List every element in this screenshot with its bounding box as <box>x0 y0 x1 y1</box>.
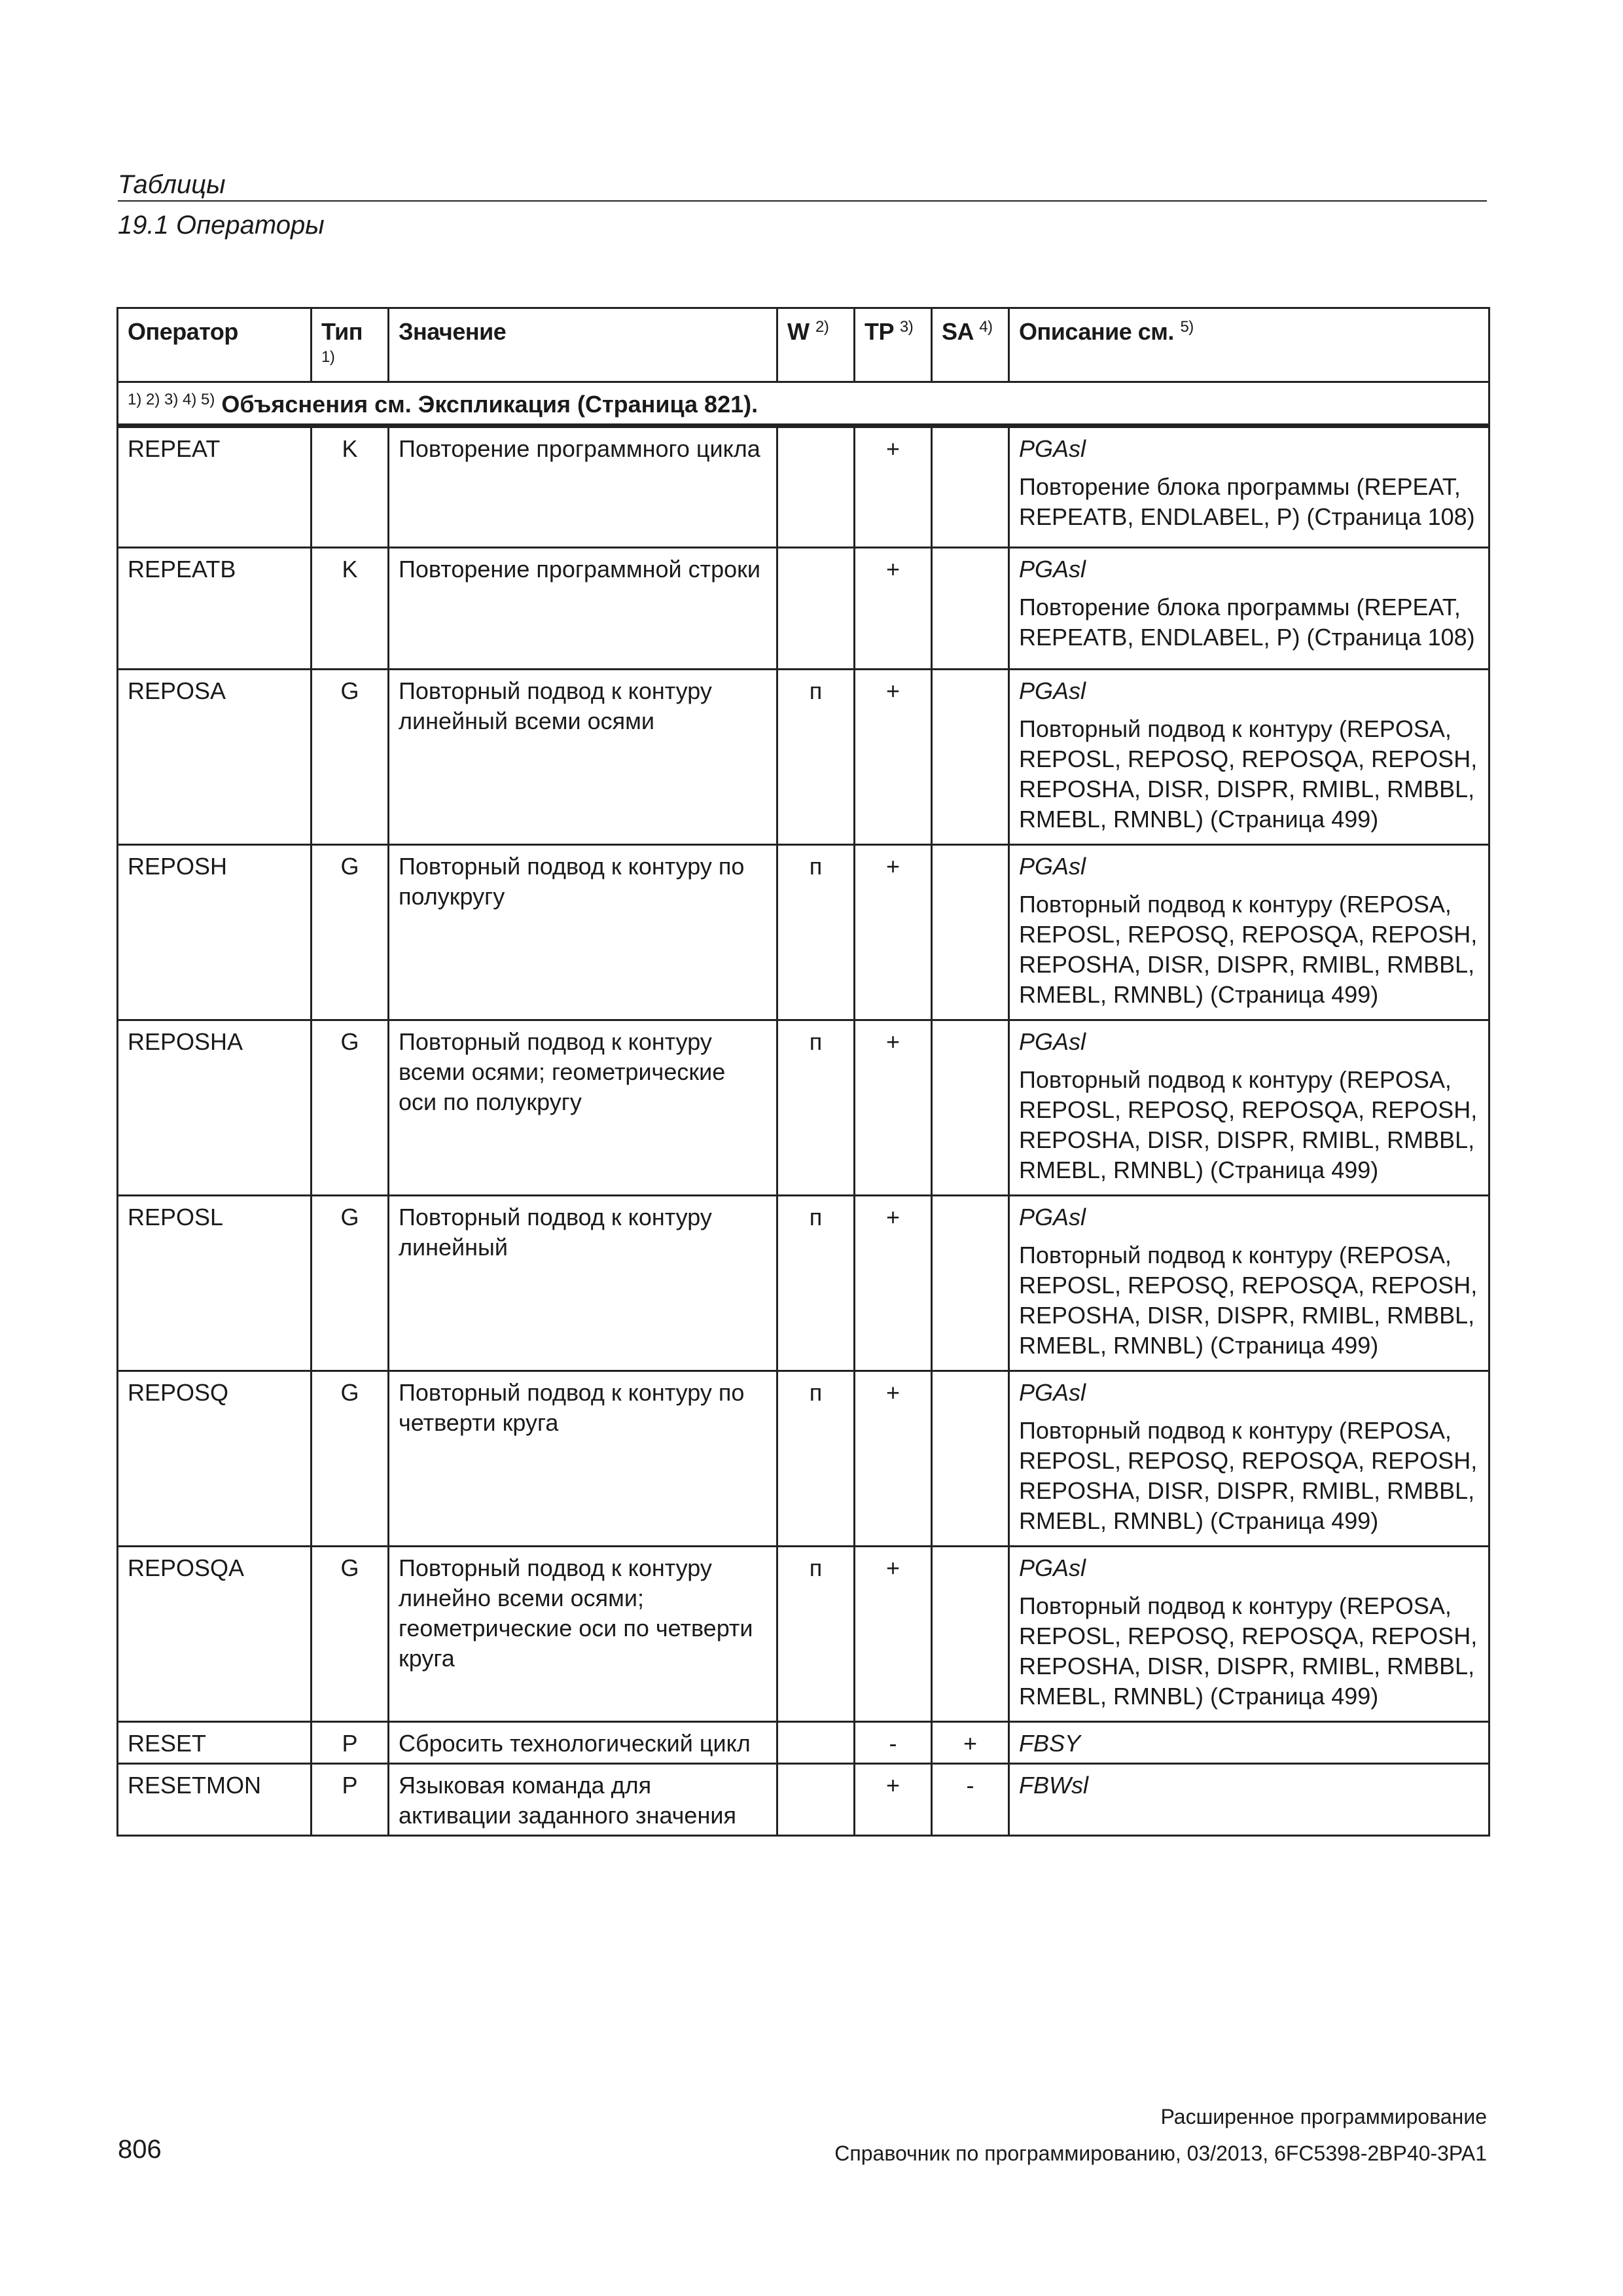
cell-description <box>1009 670 1489 845</box>
cell-type: G <box>312 670 389 845</box>
table-row <box>118 1722 1489 1764</box>
cell-sa: + <box>932 1722 1009 1764</box>
cell-w: п <box>777 1371 855 1547</box>
page-number: 806 <box>118 2135 162 2164</box>
cell-type: G <box>312 1371 389 1547</box>
legend-note: $^{1) 2) 3) 4) 5)}$ Объяснения см. Экспликация (Страница 821). <box>118 382 1489 426</box>
table-row <box>118 1547 1489 1722</box>
cell-type: G <box>312 1196 389 1371</box>
cell-operator: REPOSQA <box>118 1547 312 1722</box>
reference-link[interactable]: PGAsl <box>1019 1554 1086 1581</box>
cell-operator: REPOSH <box>118 845 312 1020</box>
cell-description <box>1009 845 1489 1020</box>
cell-type: G <box>312 1547 389 1722</box>
cell-operator: RESETMON <box>118 1764 312 1836</box>
col-header-sa: SA $^{4)}$ <box>932 308 1009 382</box>
col-header-description: Описание см. $^{5)}$ <box>1009 308 1489 382</box>
cell-description <box>1009 426 1489 548</box>
cell-meaning: Повторный подвод к контуру линейно всеми осями; геометрические оси по четверти круга <box>389 1547 777 1722</box>
cell-type: P <box>312 1764 389 1836</box>
cell-tp: + <box>855 1547 932 1722</box>
cell-meaning: Языковая команда для активации заданного значения <box>389 1764 777 1836</box>
table-row <box>118 1020 1489 1196</box>
cell-w <box>777 1722 855 1764</box>
table-row <box>118 548 1489 670</box>
reference-link[interactable]: PGAsl <box>1019 435 1086 462</box>
cell-meaning: Повторный подвод к контуру по четверти круга <box>389 1371 777 1547</box>
cell-meaning: Сбросить технологический цикл <box>389 1722 777 1764</box>
col-header-meaning: Значение <box>389 308 777 382</box>
cell-type: P <box>312 1722 389 1764</box>
cell-operator: REPOSL <box>118 1196 312 1371</box>
cell-meaning: Повторный подвод к контуру линейный всеми осями <box>389 670 777 845</box>
cell-type: K <box>312 426 389 548</box>
cell-description <box>1009 548 1489 670</box>
cell-sa <box>932 1371 1009 1547</box>
cell-description <box>1009 1764 1489 1836</box>
col-header-w: W $^{2)}$ <box>777 308 855 382</box>
cell-operator: REPOSA <box>118 670 312 845</box>
cell-tp: + <box>855 1764 932 1836</box>
cell-sa <box>932 426 1009 548</box>
cell-sa <box>932 1196 1009 1371</box>
cell-tp: + <box>855 426 932 548</box>
cell-w: п <box>777 1020 855 1196</box>
reference-link[interactable]: PGAsl <box>1019 1028 1086 1055</box>
cell-type: K <box>312 548 389 670</box>
table-row <box>118 1764 1489 1836</box>
cell-w: п <box>777 1547 855 1722</box>
cell-tp: + <box>855 1020 932 1196</box>
table-row <box>118 670 1489 845</box>
reference-link[interactable]: FBSY <box>1019 1730 1081 1757</box>
cell-meaning: Повторение программного цикла <box>389 426 777 548</box>
footer-manual: Справочник по программированию, 03/2013, 6FC5398-2BP40-3PA1 <box>834 2142 1487 2165</box>
col-header-type: Тип $^{1)}$ <box>312 308 389 382</box>
footer-title: Расширенное программирование <box>1160 2105 1487 2128</box>
reference-link[interactable]: PGAsl <box>1019 1379 1086 1406</box>
cell-tp: - <box>855 1722 932 1764</box>
col-header-operator: Оператор <box>118 308 312 382</box>
cell-operator: REPEATB <box>118 548 312 670</box>
cell-w: п <box>777 845 855 1020</box>
cell-tp: + <box>855 670 932 845</box>
cell-w <box>777 426 855 548</box>
cell-type: G <box>312 845 389 1020</box>
description-text: Повторный подвод к контуру (REPOSA, REPOSL, REPOSQ, REPOSQA, REPOSH, REPOSHA, DISR, DISPR, RMIBL, RMBBL, RMEBL, RMNBL) (Страница 499) <box>1019 1242 1478 1359</box>
cell-tp: + <box>855 548 932 670</box>
description-text: Повторный подвод к контуру (REPOSA, REPOSL, REPOSQ, REPOSQA, REPOSH, REPOSHA, DISR, DISPR, RMIBL, RMBBL, RMEBL, RMNBL) (Страница 499) <box>1019 891 1478 1008</box>
reference-link[interactable]: PGAsl <box>1019 677 1086 704</box>
table-row <box>118 845 1489 1020</box>
cell-w: п <box>777 670 855 845</box>
cell-tp: + <box>855 1196 932 1371</box>
cell-meaning: Повторный подвод к контуру по полукругу <box>389 845 777 1020</box>
cell-meaning: Повторный подвод к контуру линейный <box>389 1196 777 1371</box>
section-title: 19.1 Операторы <box>118 211 325 240</box>
cell-description <box>1009 1371 1489 1547</box>
col-header-tp: TP $^{3)}$ <box>855 308 932 382</box>
operators-table <box>116 307 1490 1837</box>
table-row <box>118 1371 1489 1547</box>
description-text: Повторение блока программы (REPEAT, REPEATB, ENDLABEL, P) (Страница 108) <box>1019 594 1475 651</box>
description-text: Повторный подвод к контуру (REPOSA, REPOSL, REPOSQ, REPOSQA, REPOSH, REPOSHA, DISR, DISPR, RMIBL, RMBBL, RMEBL, RMNBL) (Страница 499) <box>1019 715 1478 833</box>
cell-tp: + <box>855 1371 932 1547</box>
legend-row <box>118 382 1489 426</box>
cell-operator: REPOSQ <box>118 1371 312 1547</box>
cell-operator: REPOSHA <box>118 1020 312 1196</box>
reference-link[interactable]: PGAsl <box>1019 556 1086 583</box>
cell-description <box>1009 1196 1489 1371</box>
description-text: Повторение блока программы (REPEAT, REPEATB, ENDLABEL, P) (Страница 108) <box>1019 473 1475 530</box>
description-text: Повторный подвод к контуру (REPOSA, REPOSL, REPOSQ, REPOSQA, REPOSH, REPOSHA, DISR, DISPR, RMIBL, RMBBL, RMEBL, RMNBL) (Страница 499) <box>1019 1066 1478 1183</box>
cell-operator: RESET <box>118 1722 312 1764</box>
cell-description <box>1009 1020 1489 1196</box>
chapter-title: Таблицы <box>118 170 226 199</box>
description-text: Повторный подвод к контуру (REPOSA, REPOSL, REPOSQ, REPOSQA, REPOSH, REPOSHA, DISR, DISPR, RMIBL, RMBBL, RMEBL, RMNBL) (Страница 499) <box>1019 1592 1478 1710</box>
cell-description <box>1009 1722 1489 1764</box>
cell-type: G <box>312 1020 389 1196</box>
cell-w <box>777 1764 855 1836</box>
cell-sa: - <box>932 1764 1009 1836</box>
cell-sa <box>932 548 1009 670</box>
header-rule <box>118 200 1487 202</box>
reference-link[interactable]: FBWsl <box>1019 1772 1088 1799</box>
reference-link[interactable]: PGAsl <box>1019 1204 1086 1230</box>
cell-sa <box>932 1020 1009 1196</box>
cell-meaning: Повторение программной строки <box>389 548 777 670</box>
cell-description <box>1009 1547 1489 1722</box>
cell-sa <box>932 670 1009 845</box>
cell-w <box>777 548 855 670</box>
table-row <box>118 426 1489 548</box>
table-header-row <box>118 308 1489 382</box>
cell-operator: REPEAT <box>118 426 312 548</box>
cell-meaning: Повторный подвод к контуру всеми осями; геометрические оси по полукругу <box>389 1020 777 1196</box>
cell-w: п <box>777 1196 855 1371</box>
description-text: Повторный подвод к контуру (REPOSA, REPOSL, REPOSQ, REPOSQA, REPOSH, REPOSHA, DISR, DISPR, RMIBL, RMBBL, RMEBL, RMNBL) (Страница 499) <box>1019 1417 1478 1534</box>
cell-tp: + <box>855 845 932 1020</box>
table-row <box>118 1196 1489 1371</box>
cell-sa <box>932 845 1009 1020</box>
reference-link[interactable]: PGAsl <box>1019 853 1086 880</box>
cell-sa <box>932 1547 1009 1722</box>
